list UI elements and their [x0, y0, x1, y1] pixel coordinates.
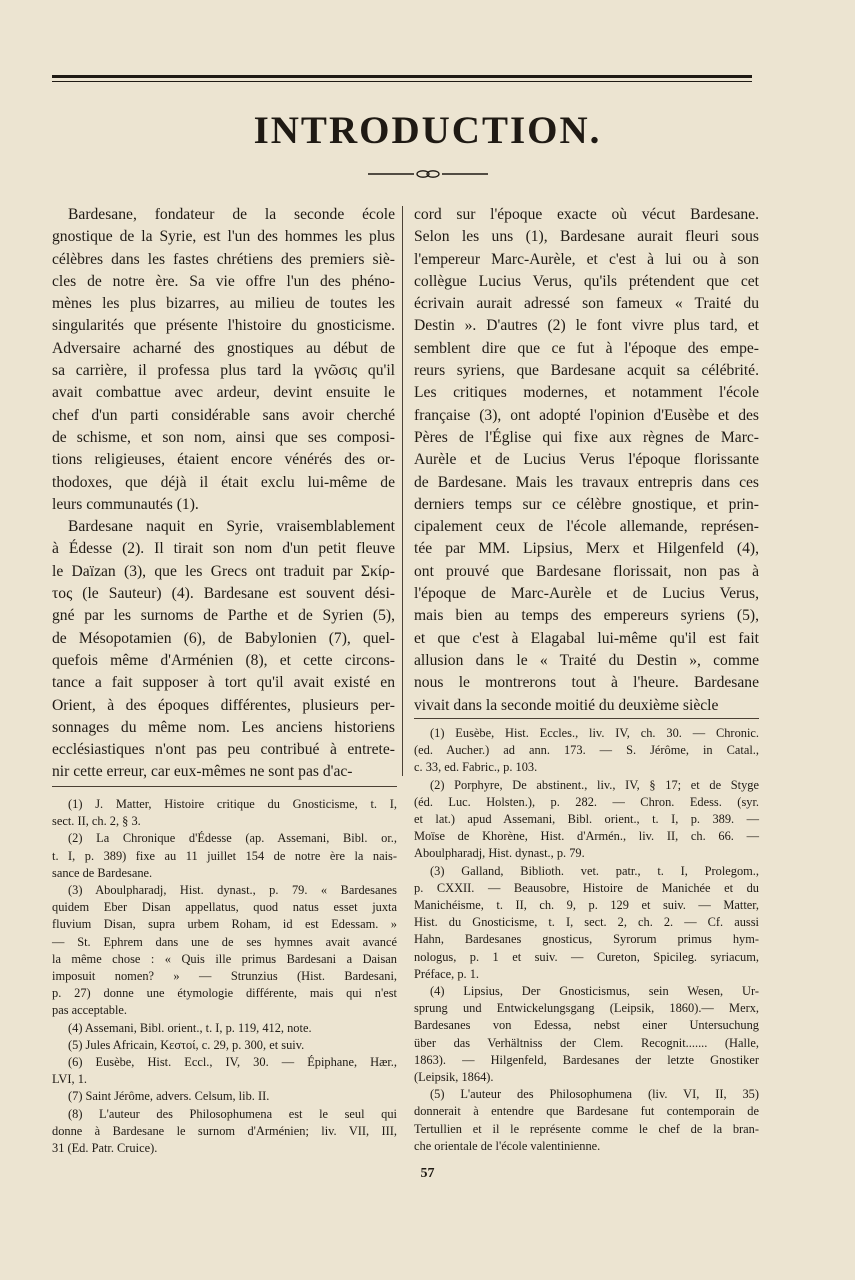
text-line: célèbres dans les fastes chrétiens des premiers siè- — [52, 250, 395, 268]
text-line: (5) L'auteur des Philosophumena (liv. VI, II, 35) — [430, 1087, 759, 1102]
text-line: allusion dans le « Traité du Destin », comme — [414, 651, 759, 669]
text-line: — St. Ephrem dans une de ses hymnes avait avancé — [52, 934, 397, 949]
text-line: (ed. Aucher.) ad ann. 173. — S. Jérôme, in Catal., — [414, 743, 759, 758]
text-line: de Mésopotamien (6), de Babylonien (7), quel- — [52, 629, 395, 647]
text-line: nous le montrerons tout à l'heure. Bardesane — [414, 674, 759, 692]
text-line: thodoxes, que déjà il était exclu lui-même de — [52, 473, 395, 491]
text-line: reurs syriens, que Bardesane acquit sa célébrité. — [414, 362, 759, 380]
text-line: (1) Eusèbe, Hist. Eccles., liv. IV, ch. 30. — Chronic. — [430, 726, 759, 740]
text-line: 31 (Ed. Patr. Cruice). — [52, 1141, 158, 1156]
text-line: derniers temps sur ce célèbre gnostique, et prin- — [414, 495, 759, 513]
text-line: cipalement ceux de l'école allemande, représen- — [414, 518, 759, 536]
text-line: Hahn, Bardesanes gnosticus, Syrorum primus hym- — [414, 932, 759, 947]
text-line: (3) Aboulpharadj, Hist. dynast., p. 79. « Bardesanes — [68, 883, 397, 898]
text-line: pas acceptable. — [52, 1003, 127, 1018]
text-line: cord sur l'époque exacte où vécut Bardesane. — [414, 206, 759, 223]
text-line: LVI, 1. — [52, 1072, 87, 1087]
ornament-divider — [368, 168, 488, 180]
text-line: mais bien au temps des empereurs syriens (5), — [414, 607, 759, 625]
text-line: (2) Porphyre, De abstinent., liv., IV, § 17; et de Styge — [430, 777, 759, 792]
text-line: Destin ». D'autres (2) le font vivre plus tard, et — [414, 317, 759, 335]
text-line: Hist. du Gnosticisme, t. I, sect. 2, ch. 2. — Cf. aussi — [414, 915, 759, 930]
text-line: Pères de l'Église qui fixe aux règnes de Marc- — [414, 428, 759, 446]
text-line: nologus, p. 1 et suiv. — Cureton, Spicileg. syriacum, — [414, 949, 759, 964]
text-line: Bardesane, fondateur de la seconde école — [68, 206, 395, 223]
text-line: tance a fait supposer à tort qu'il avait existé en — [52, 674, 395, 692]
text-line: et que c'est à Elagabal lui-même qu'il est fait — [414, 629, 759, 647]
text-line: Moïse de Khorène, Hist. d'Armén., liv. II, ch. 66. — — [414, 829, 759, 844]
text-line: t. I, p. 389) fixe au 11 juillet 154 de notre ère la nais- — [52, 848, 397, 863]
text-line: l'empereur Marc-Aurèle, et c'est à lui ou à son — [414, 250, 759, 268]
text-line: sect. II, ch. 2, § 3. — [52, 814, 141, 829]
text-line: Les critiques modernes, et notamment l'école — [414, 384, 759, 402]
text-line: et lat.) apud Assemani, Bibl. orient., t. I, p. 389. — — [414, 812, 759, 827]
text-line: mènes les plus bizarres, au milieu de toutes les — [52, 295, 395, 313]
text-line: Selon les uns (1), Bardesane aurait fleuri sous — [414, 228, 759, 246]
text-line: donne à Bardesane le surnom d'Arménien; liv. VII, III, — [52, 1123, 397, 1138]
left-column-body — [52, 204, 395, 784]
text-line: tée par MM. Lipsius, Merx et Hilgenfeld (4), — [414, 540, 759, 558]
text-line: (2) La Chronique d'Édesse (ap. Assemani, Bibl. or., — [68, 831, 397, 846]
text-line: quefois même d'Arménien (8), et cette circons- — [52, 651, 395, 669]
left-footnotes — [52, 796, 397, 1157]
text-line: p. CXXII. — Beausobre, Histoire de Manichée et du — [414, 880, 759, 895]
text-line: avait combattue avec ardeur, devint ensuite le — [52, 384, 395, 402]
text-line: (3) Galland, Biblioth. vet. patr., t. I, Prolegom., — [430, 863, 759, 878]
page-title: INTRODUCTION. — [253, 109, 602, 152]
text-line: sprung und Entwickelungsgang (Leipsik, 1860).— Merx, — [414, 1001, 759, 1016]
text-line: tions religieuses, étaient encore vénérés des or- — [52, 451, 395, 469]
text-line: gné par les surnoms de Parthe et de Syrien (5), — [52, 607, 395, 625]
text-line: Aurèle et de Lucius Verus l'époque florissante — [414, 451, 759, 469]
text-line: (éd. Luc. Holsten.), p. 282. — Chron. Edess. (syr. — [414, 794, 759, 809]
text-line: (4) Lipsius, Der Gnosticismus, sein Wesen, Ur- — [430, 984, 759, 999]
right-footnote-rule — [414, 718, 759, 719]
text-line: cles de notre ère. Sa vie offre l'un des phéno- — [52, 272, 395, 290]
text-line: Bardesanes von Edessa, nebst einer Untersuchung — [414, 1018, 759, 1033]
text-line: (6) Eusèbe, Hist. Eccl., IV, 30. — Épiphane, Hær., — [68, 1055, 397, 1070]
text-line: le Daïzan (3), que les Grecs ont traduit par Σκίρ- — [52, 562, 395, 580]
text-line: Aboulpharadj, Hist. dynast., p. 79. — [414, 846, 585, 861]
text-line: leurs communautés (1). — [52, 495, 199, 513]
text-line: singularités que présente l'histoire du gnosticisme. — [52, 317, 395, 335]
column-separator — [402, 206, 403, 776]
text-line: (7) Saint Jérôme, advers. Celsum, lib. II. — [68, 1089, 270, 1104]
text-line: (8) L'auteur des Philosophumena est le seul qui — [68, 1106, 397, 1121]
right-column-body — [414, 204, 759, 717]
text-line: collègue Lucius Verus, qu'ils prétendent que cet — [414, 272, 759, 290]
text-line: c. 33, ed. Fabric., p. 103. — [414, 760, 538, 775]
text-line: sa carrière, il professa plus tard la γνῶσις qu'il — [52, 362, 395, 380]
text-line: Tertullien et il le représente comme le chef de la bran- — [414, 1121, 759, 1136]
text-line: über das Verhältniss der Clem. Recognit....... (Halle, — [414, 1035, 759, 1050]
text-line: (4) Assemani, Bibl. orient., t. I, p. 119, 412, note. — [68, 1020, 312, 1035]
text-line: gnostique de la Syrie, est l'un des hommes les plus — [52, 228, 395, 246]
text-line: Bardesane naquit en Syrie, vraisemblablement — [68, 518, 395, 536]
text-line: l'époque de Marc-Aurèle et de Lucius Verus, — [414, 585, 759, 603]
text-line: Manichéisme, t. II, ch. 9, p. 129 et suiv. — Matter, — [414, 898, 759, 913]
text-line: fluvium Disan, supra urbem Roham, id est Edessam. » — [52, 917, 397, 932]
text-line: vivait dans la seconde moitié du deuxième siècle — [414, 696, 719, 714]
text-line: ont prouvé que Bardesane florissait, non pas à — [414, 562, 759, 580]
text-line: p. 27) donne une étymologie différente, mais qui n'est — [52, 986, 397, 1001]
text-line: la même chose : « Quis ille primus Bardesani a Daisan — [52, 951, 397, 966]
text-line: sance de Bardesane. — [52, 865, 153, 880]
left-footnote-rule — [52, 786, 397, 787]
text-line: (5) Jules Africain, Κεστοί, c. 29, p. 300, et suiv. — [68, 1037, 305, 1052]
top-rule-thin — [52, 81, 752, 82]
text-line: de schisme, et son nom, ainsi que ses composi- — [52, 428, 395, 446]
top-rule-thick — [52, 75, 752, 78]
text-line: Préface, p. 1. — [414, 966, 480, 981]
text-line: Adversaire acharné des gnostiques au début de — [52, 339, 395, 357]
text-line: de Bardesane. Mais les travaux entrepris dans ces — [414, 473, 759, 491]
text-line: che orientale de l'école valentinienne. — [414, 1138, 601, 1153]
text-line: Orient, à des époques différentes, plusieurs per- — [52, 696, 395, 714]
text-line: sonnages du même nom. Les anciens historiens — [52, 718, 395, 736]
text-line: quidem Eber Disan appellatus, quod natus esset juxta — [52, 900, 397, 915]
text-line: ecclésiastiques n'ont pas peu contribué à entrete- — [52, 741, 395, 759]
text-line: τος (le Sauteur) (4). Bardesane est souvent dési- — [52, 585, 395, 603]
text-line: écrivain aurait adressé son fameux « Traité du — [414, 295, 759, 313]
page-number: 57 — [420, 1166, 435, 1181]
text-line: chef d'un parti considérable sans avoir cherché — [52, 406, 395, 424]
text-line: 1863). — Hilgenfeld, Bardesanes der letzte Gnostiker — [414, 1052, 759, 1067]
text-line: (1) J. Matter, Histoire critique du Gnosticisme, t. I, — [68, 797, 397, 811]
text-line: nir cette erreur, car eux-mêmes ne sont pas d'ac- — [52, 763, 353, 781]
text-line: (Leipsik, 1864). — [414, 1070, 494, 1085]
text-line: donnerait à entendre que Bardesane fut contemporain de — [414, 1104, 759, 1119]
text-line: imposuit nomen? » — Strunzius (Hist. Bardesani, — [52, 969, 397, 984]
text-line: à Édesse (2). Il tirait son nom d'un petit fleuve — [52, 540, 395, 558]
text-line: française (3), ont adopté l'opinion d'Eusèbe et des — [414, 406, 759, 424]
right-footnotes — [414, 725, 759, 1155]
text-line: semblent dire que ce fut à l'époque des empe- — [414, 339, 759, 357]
